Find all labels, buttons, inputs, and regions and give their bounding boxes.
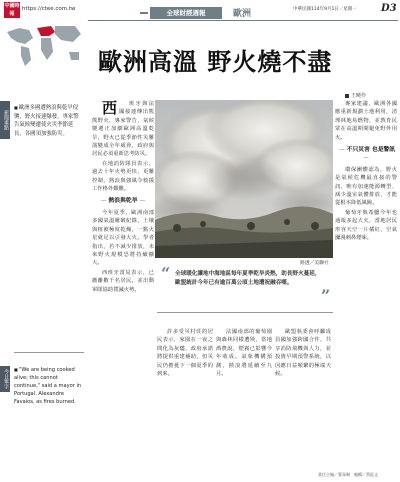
pull-quote-text: 全球暖化讓地中海地區每年夏季乾旱炎熱，助長野火蔓延，歐盟統計今年已有逾百萬公頃土地遭祝融吞噬。 (175, 271, 321, 286)
section-title: 全球財經週報 (150, 7, 222, 19)
page-number: D3 (381, 3, 397, 14)
world-map-icon (3, 20, 85, 70)
article-column-5 (335, 100, 397, 472)
header-divider (88, 20, 398, 21)
paragraph: 專家建議，歐洲各國應重新規劃土地利用，清理林地易燃物，並教育民眾在高溫期間避免野外用火。 (335, 101, 397, 141)
drop-cap: 西 (102, 100, 118, 117)
article-column-2 (157, 328, 213, 472)
newspaper-logo: 中國時報 (4, 3, 20, 17)
paragraph: 在地消防隊員表示，過去十年火勢更快、更難控制，熱浪與強風令救援工作格外艱難。 (92, 160, 154, 193)
close-quote-icon: ” (321, 286, 331, 305)
byline: 王曉伶 (345, 92, 366, 99)
site-url[interactable]: https://ctee.com.tw (22, 6, 76, 12)
headline: 歐洲高溫 野火燒不盡 (98, 47, 333, 76)
pull-quote-divider (157, 312, 333, 313)
sidebar-english-quote: ■ "We are being cooked alive; this cannot continue," said a mayor in Portugal. Alexandre Favaios, as fires burned. (14, 366, 84, 406)
paragraph: 許多受災村莊的居民表示，家園在一夜之間化為灰燼，政府承諾將提供重建補助，但災民仍擔憂下一個夏季的到來。 (157, 329, 213, 378)
paragraph: 法國南部的葡萄園與森林同樣遭殃，當地酒農說，煙霧已影響今年收成。氣象機構預測，熱浪將延續至九月。 (216, 329, 272, 378)
subhead: — 不只災害 也是警訊 — (335, 146, 397, 163)
photo-credit: 路透／美聯社 (300, 261, 329, 266)
sidebar-divider (14, 352, 84, 353)
sidebar-tab-vocabulary: 今日單字 (0, 366, 10, 392)
wildfire-smoke-photo (155, 100, 333, 258)
pull-quote (159, 266, 329, 306)
issue-date: 中華民國114年9月1日／星期一 (293, 7, 357, 12)
page-footer: 責任主編／曹韋琳 編輯／黃鈺文 (318, 472, 378, 477)
open-quote-icon: “ (161, 264, 171, 283)
paragraph: 今年夏季，歐洲南部多國氣溫屢破紀錄，土壤與植被極度乾燥，一點火星就足以引發大火。學者指出，若不減少排放，未來野火規模恐將持續擴大。 (92, 209, 154, 267)
subhead: — 熱浪與乾旱 — (92, 197, 154, 205)
paragraph: 葡萄牙與希臘今年也通報多起大火，當地居民形容天空一片橘紅，空氣瀰漫刺鼻煙味。 (335, 209, 397, 242)
article-column-3 (216, 328, 272, 472)
paragraph: 西班牙當局表示，已撤離數千名居民，並出動軍隊協助撲滅火勢。 (92, 269, 154, 293)
paragraph: 環保團體認為，野火是氣候危機最直接的警訊，唯有加速能源轉型、減少溫室氣體排放，才能從根本降低風險。 (335, 166, 397, 207)
sidebar-tab-highlights: 新聞重點 (0, 101, 10, 139)
article-column-1 (92, 100, 154, 472)
paragraph: 班牙與法國接連傳出熊熊野火，專家警告，氣候變遷正加劇歐洲高溫乾旱，野火已從季節性災難演變成全年威脅，政府與居民必須重新思考防災。 (92, 101, 154, 158)
left-sidebar (0, 96, 86, 482)
article-column-4 (275, 328, 331, 472)
sidebar-summary: ■ 歐洲多國遭熱浪與乾旱侵襲，野火接連爆發，專家警告氣候變遷使火災季節延長，各國須加強防災。 (14, 104, 84, 138)
region-label: 歐洲 (233, 9, 252, 19)
paragraph: 歐盟執委會呼籲成員國加強跨國合作，共享消防飛機與人力，並投資早期預警系統，以因應日益頻繁的極端天候。 (275, 329, 331, 378)
